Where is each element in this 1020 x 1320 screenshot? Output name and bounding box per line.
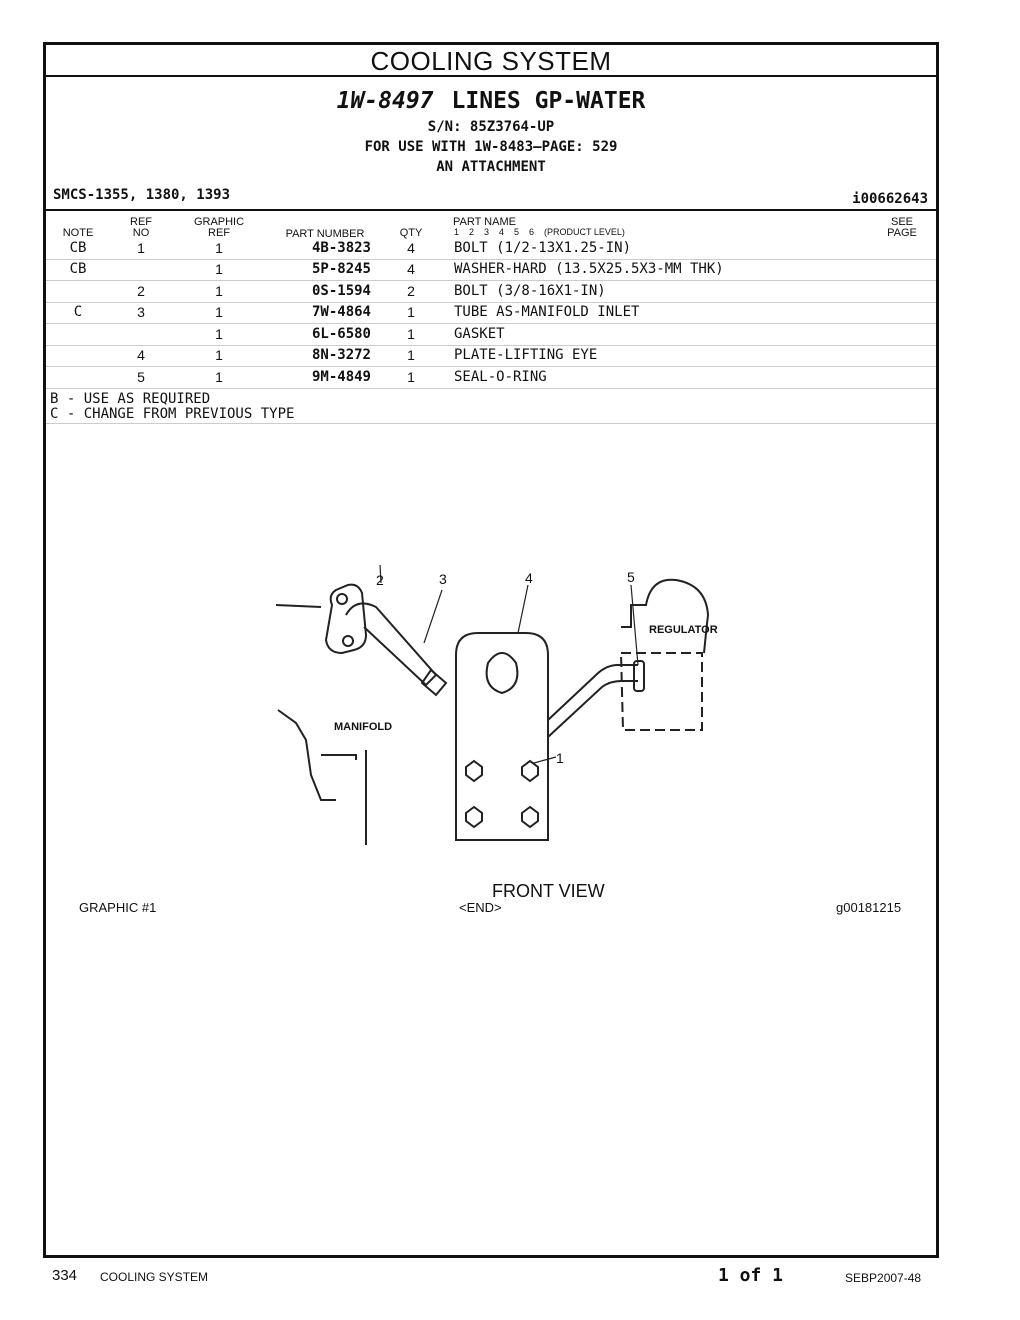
row-qty: 2 (407, 283, 415, 299)
regulator-label: REGULATOR (649, 624, 718, 636)
row-part-name: BOLT (1/2-13X1.25-IN) (454, 240, 632, 256)
table-row (46, 238, 936, 260)
col-qty: QTY (399, 227, 423, 239)
footnote-c: C - CHANGE FROM PREVIOUS TYPE (50, 406, 295, 422)
callout-4: 4 (525, 570, 533, 586)
leader-3 (424, 590, 442, 643)
table-row (46, 324, 936, 346)
row-graphic-ref: 1 (215, 326, 223, 342)
row-part-name: BOLT (3/8-16X1-IN) (454, 283, 606, 299)
page-number: 334 (52, 1267, 78, 1284)
plate-bolt (522, 807, 538, 827)
table-row (46, 259, 936, 281)
document-id: SEBP2007-48 (845, 1271, 922, 1285)
row-qty: 1 (407, 326, 415, 342)
row-note: C (73, 304, 83, 320)
row-note: CB (69, 261, 87, 277)
col-ref-top: REF (130, 216, 152, 228)
row-part-name: PLATE-LIFTING EYE (454, 347, 598, 363)
group-header (46, 88, 936, 114)
end-marker: <END> (459, 900, 502, 915)
row-part-name: GASKET (454, 326, 505, 342)
manifold-label: MANIFOLD (334, 721, 393, 733)
row-part-number: 5P-8245 (311, 261, 371, 277)
row-qty: 4 (407, 261, 415, 277)
row-part-number: 4B-3823 (311, 240, 371, 256)
callout-3: 3 (439, 571, 447, 587)
section-title: COOLING SYSTEM (46, 45, 936, 77)
footer-section: COOLING SYSTEM (100, 1270, 209, 1284)
row-graphic-ref: 1 (215, 240, 223, 256)
callout-5: 5 (627, 569, 635, 585)
col-part-number: PART NUMBER (285, 228, 365, 240)
smcs-codes: SMCS-1355, 1380, 1393 (53, 187, 231, 203)
illustration-id: i00662643 (852, 191, 928, 207)
manifold-edge (321, 750, 366, 845)
col-see-bottom: PAGE (887, 227, 917, 239)
plate-bolt (522, 761, 538, 781)
footnote-rule (46, 423, 936, 424)
row-qty: 1 (407, 304, 415, 320)
serial-number: S/N: 85Z3764-UP (427, 119, 555, 135)
row-ref: 4 (137, 347, 145, 363)
col-see-top: SEE (890, 216, 913, 228)
inlet-tube (346, 603, 436, 685)
parts-illustration (266, 515, 718, 901)
row-part-number: 6L-6580 (311, 326, 371, 342)
leader-4 (518, 585, 528, 633)
col-part-name: PART NAME (453, 216, 516, 228)
for-use-with: FOR USE WITH 1W-8483—PAGE: 529 (364, 139, 618, 155)
row-qty: 1 (407, 369, 415, 385)
col-ref-bottom: NO (132, 227, 150, 239)
row-ref: 3 (137, 304, 145, 320)
footnote-b: B - USE AS REQUIRED (50, 391, 211, 407)
col-graphic-top: GRAPHIC (193, 216, 245, 228)
row-part-number: 9M-4849 (311, 369, 371, 385)
row-qty: 4 (407, 240, 415, 256)
table-row (46, 345, 936, 367)
table-top-rule (46, 209, 936, 211)
flange-bolt-hole (343, 636, 353, 646)
outlet-tube (548, 665, 638, 737)
flange-bolt-hole (337, 594, 347, 604)
table-row (46, 281, 936, 303)
row-ref: 1 (137, 240, 145, 256)
view-label: FRONT VIEW (492, 881, 605, 901)
plate-bolt (466, 761, 482, 781)
col-note: NOTE (62, 227, 94, 239)
group-part-name: LINES GP-WATER (451, 88, 646, 114)
tube-end-collar (422, 670, 446, 695)
graphic-id: g00181215 (836, 900, 902, 915)
row-part-name: SEAL-O-RING (454, 369, 547, 385)
leader-1 (534, 757, 556, 763)
row-part-number: 0S-1594 (311, 283, 371, 299)
page-frame (43, 42, 939, 1258)
callout-2: 2 (376, 572, 384, 588)
row-graphic-ref: 1 (215, 261, 223, 277)
callout-1: 1 (556, 750, 564, 766)
col-graphic-bottom: REF (208, 227, 230, 239)
row-qty: 1 (407, 347, 415, 363)
row-graphic-ref: 1 (215, 283, 223, 299)
lifting-eye (487, 653, 518, 693)
row-part-number: 8N-3272 (311, 347, 371, 363)
table-row (46, 367, 936, 389)
plate-bolt (466, 807, 482, 827)
row-part-number: 7W-4864 (311, 304, 371, 320)
table-row (46, 302, 936, 324)
row-graphic-ref: 1 (215, 369, 223, 385)
row-note: CB (69, 240, 87, 256)
page-of: 1 of 1 (718, 1265, 784, 1286)
page-footer (0, 1262, 1020, 1292)
attachment-label: AN ATTACHMENT (436, 159, 546, 175)
row-part-name: TUBE AS-MANIFOLD INLET (454, 304, 640, 320)
row-part-name: WASHER-HARD (13.5X25.5X3-MM THK) (454, 261, 724, 277)
row-graphic-ref: 1 (215, 347, 223, 363)
group-part-number: 1W-8497 (336, 88, 434, 114)
col-product-level: 1 2 3 4 5 6 (PRODUCT LEVEL) (454, 227, 625, 237)
row-ref: 5 (137, 369, 145, 385)
graphic-caption: GRAPHIC #1 (79, 900, 157, 915)
leader-5 (631, 585, 638, 665)
row-ref: 2 (137, 283, 145, 299)
row-graphic-ref: 1 (215, 304, 223, 320)
